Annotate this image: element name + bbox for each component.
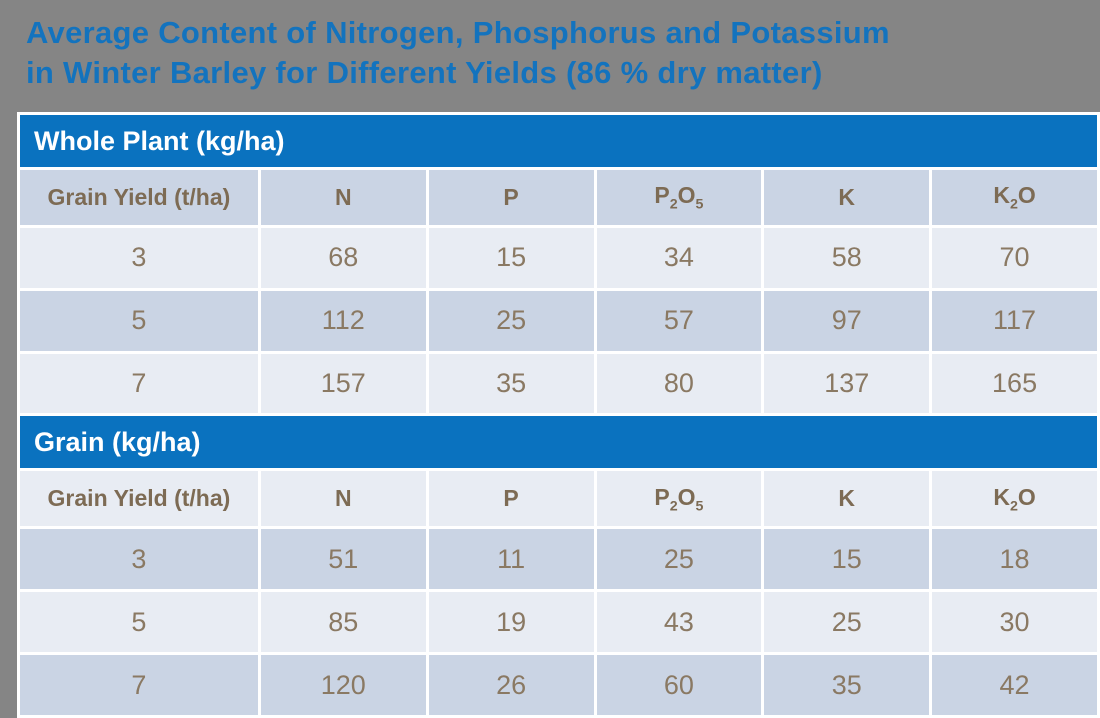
table-cell: 3 xyxy=(20,529,258,589)
table-cell: 60 xyxy=(597,655,762,715)
column-header-p: P xyxy=(429,170,594,225)
table-row xyxy=(20,291,1097,351)
column-header-k: K xyxy=(764,471,929,526)
nutrient-content-table-container xyxy=(17,112,1100,718)
table-cell: 165 xyxy=(932,354,1097,414)
column-header-k2o: $K_2O$ xyxy=(932,170,1097,225)
table-cell: 117 xyxy=(932,291,1097,351)
table-cell: 58 xyxy=(764,228,929,288)
column-header-row-whole-plant xyxy=(20,170,1097,225)
section-header-row-whole-plant xyxy=(20,115,1097,167)
table-cell: 43 xyxy=(597,592,762,652)
column-header-p2o5: $P_2O_5$ xyxy=(597,170,762,225)
column-header-n: N xyxy=(261,170,426,225)
column-header-p2o5: $P_2O_5$ xyxy=(597,471,762,526)
table-row xyxy=(20,228,1097,288)
table-cell: 30 xyxy=(932,592,1097,652)
column-header-k2o: $K_2O$ xyxy=(932,471,1097,526)
table-cell: 15 xyxy=(429,228,594,288)
table-cell: 35 xyxy=(764,655,929,715)
nutrient-content-table xyxy=(17,112,1100,718)
table-row xyxy=(20,354,1097,414)
table-cell: 7 xyxy=(20,354,258,414)
table-cell: 51 xyxy=(261,529,426,589)
table-cell: 42 xyxy=(932,655,1097,715)
table-cell: 120 xyxy=(261,655,426,715)
table-cell: 25 xyxy=(597,529,762,589)
section-header-whole-plant: Whole Plant (kg/ha) xyxy=(20,115,1097,167)
table-cell: 19 xyxy=(429,592,594,652)
page-title-line-2: in Winter Barley for Different Yields (86 % dry matter) xyxy=(26,55,823,90)
table-cell: 57 xyxy=(597,291,762,351)
page-title xyxy=(0,0,1100,93)
section-header-row-grain xyxy=(20,416,1097,468)
column-header-grain-yield: Grain Yield (t/ha) xyxy=(20,170,258,225)
table-row xyxy=(20,655,1097,715)
table-cell: 11 xyxy=(429,529,594,589)
table-cell: 7 xyxy=(20,655,258,715)
table-cell: 5 xyxy=(20,592,258,652)
column-header-p: P xyxy=(429,471,594,526)
table-cell: 157 xyxy=(261,354,426,414)
table-cell: 15 xyxy=(764,529,929,589)
table-row xyxy=(20,529,1097,589)
section-header-grain: Grain (kg/ha) xyxy=(20,416,1097,468)
page-title-line-1: Average Content of Nitrogen, Phosphorus and Potassium xyxy=(26,15,890,50)
table-cell: 85 xyxy=(261,592,426,652)
table-cell: 34 xyxy=(597,228,762,288)
table-cell: 25 xyxy=(764,592,929,652)
table-cell: 97 xyxy=(764,291,929,351)
table-cell: 137 xyxy=(764,354,929,414)
column-header-n: N xyxy=(261,471,426,526)
column-header-k: K xyxy=(764,170,929,225)
column-header-row-grain xyxy=(20,471,1097,526)
table-cell: 25 xyxy=(429,291,594,351)
table-cell: 70 xyxy=(932,228,1097,288)
table-cell: 3 xyxy=(20,228,258,288)
table-cell: 112 xyxy=(261,291,426,351)
table-cell: 5 xyxy=(20,291,258,351)
table-cell: 35 xyxy=(429,354,594,414)
table-row xyxy=(20,592,1097,652)
table-cell: 26 xyxy=(429,655,594,715)
column-header-grain-yield: Grain Yield (t/ha) xyxy=(20,471,258,526)
table-cell: 80 xyxy=(597,354,762,414)
table-cell: 68 xyxy=(261,228,426,288)
table-cell: 18 xyxy=(932,529,1097,589)
